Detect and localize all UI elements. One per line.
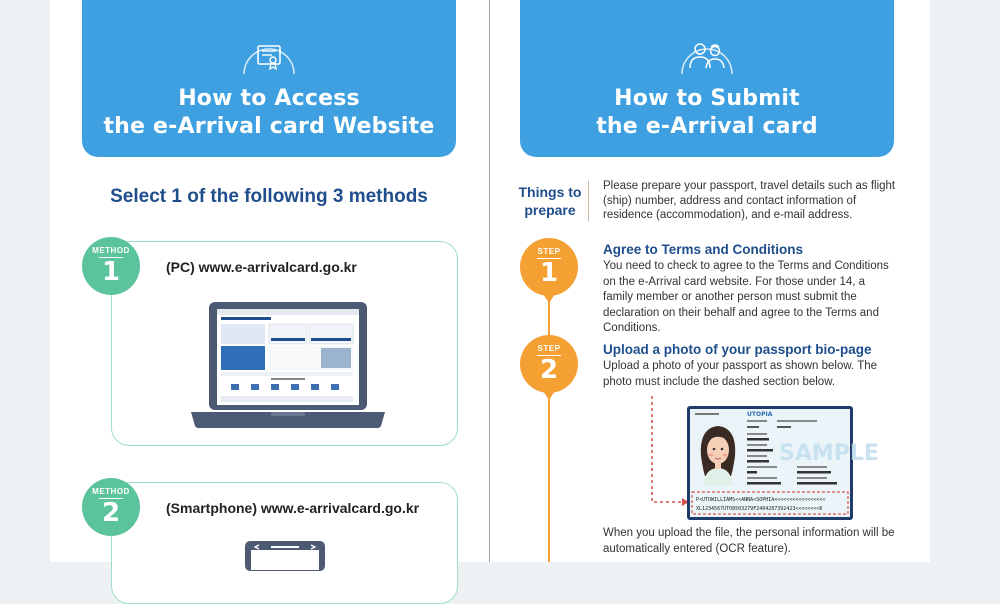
- submit-banner-title-1: How to Submit: [614, 86, 800, 111]
- passport-illustration: [687, 406, 879, 520]
- select-methods-heading: Select 1 of the following 3 methods: [110, 186, 428, 207]
- passport-mrz-1: P<UTOWILLIAMS<<ANNA<SOPHIA<<<<<<<<<<<<<<<<<: [696, 497, 826, 503]
- things-to-prepare-text: Please prepare your passport, travel details such as flight (ship) number, address and contact information of residence (accommodation), and e-mail address.: [603, 180, 896, 221]
- method-2-badge: [82, 478, 140, 536]
- smartphone-icon: [243, 540, 327, 570]
- step-1-title: Agree to Terms and Conditions: [603, 242, 804, 257]
- access-banner: [82, 0, 456, 157]
- step-2-desc: Upload a photo of your passport as shown below. The photo must include the dashed section below.: [603, 360, 878, 388]
- column-divider: [489, 0, 490, 562]
- step-2-number: 2: [539, 355, 559, 385]
- passport-mrz-2: XL1234567UTO8503279F2404287392423<<<<<<<<6: [696, 506, 823, 512]
- method-1-badge: [82, 237, 140, 295]
- method-1-text: (PC) www.e-arrivalcard.go.kr: [166, 259, 357, 275]
- laptop-icon: [191, 300, 385, 428]
- passport-country: UTOPIA: [747, 411, 773, 418]
- step-1-label: STEP: [537, 247, 561, 256]
- submit-banner: [520, 0, 894, 157]
- method-1-number: 1: [101, 257, 121, 287]
- submit-banner-title-2: the e-Arrival card: [596, 114, 818, 139]
- step-2-badge: [520, 335, 578, 393]
- things-separator: [588, 181, 589, 221]
- access-banner-title-2: the e-Arrival card Website: [103, 114, 435, 139]
- method-1-label: METHOD: [92, 246, 130, 255]
- step-1-desc: You need to check to agree to the Terms and Conditions on the e-Arrival card website. For those under 14, a family member or another person must submit the declaration on their behalf and agree to the Terms and Conditions.: [603, 260, 889, 334]
- ocr-note: When you upload the file, the personal information will be automatically entered (OCR feature).: [603, 527, 895, 555]
- method-2-number: 2: [101, 498, 121, 528]
- things-to-prepare-label: Things to prepare: [518, 184, 582, 218]
- passport-sample: [687, 406, 879, 520]
- method-2-text: (Smartphone) www.e-arrivalcard.go.kr: [166, 500, 420, 516]
- family-icon: [678, 34, 736, 74]
- step-1-number: 1: [539, 258, 559, 288]
- step-2-title: Upload a photo of your passport bio-page: [603, 342, 872, 357]
- access-banner-title-1: How to Access: [178, 86, 360, 111]
- method-2-label: METHOD: [92, 487, 130, 496]
- passport-watermark: SAMPLE: [779, 441, 879, 466]
- step-1-badge: [520, 238, 578, 296]
- step-2-label: STEP: [537, 344, 561, 353]
- certificate-icon: [240, 34, 298, 74]
